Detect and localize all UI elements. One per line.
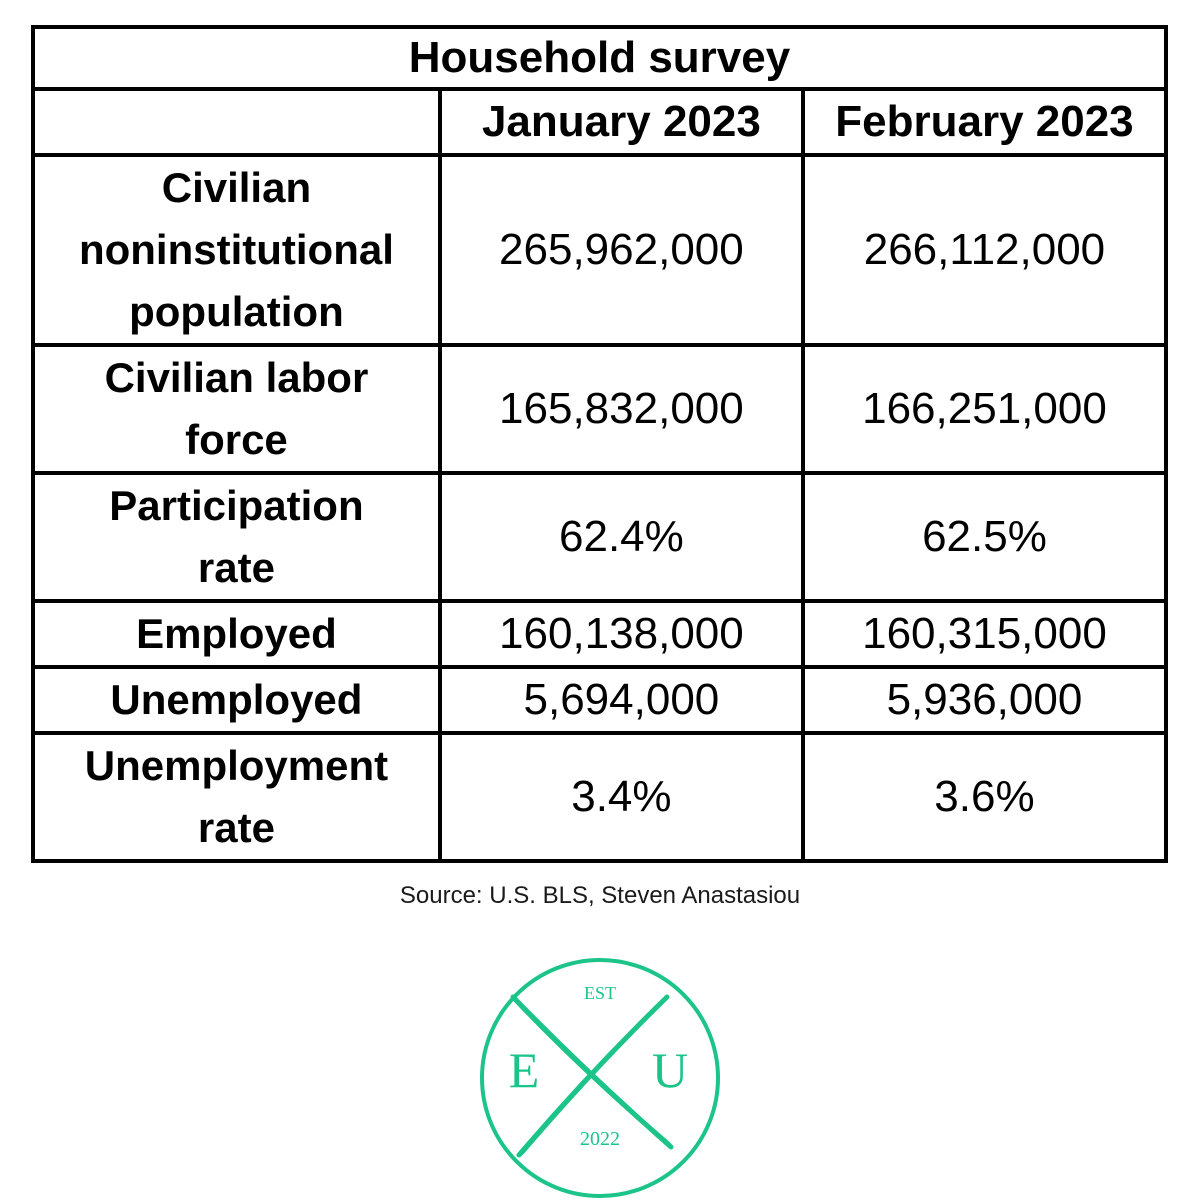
label-line: Civilian labor <box>104 354 369 401</box>
row-label-employed <box>33 601 440 667</box>
table-title: Household survey <box>33 27 1166 89</box>
label-line: rate <box>197 804 275 851</box>
value-january: 62.4% <box>440 473 803 601</box>
value-february: 62.5% <box>803 473 1166 601</box>
value-february: 266,112,000 <box>803 155 1166 345</box>
row-label-civilian-labor-force <box>33 345 440 473</box>
value-february: 5,936,000 <box>803 667 1166 733</box>
row-label-unemployment-rate <box>33 733 440 861</box>
exu-crossed-logo-icon <box>477 955 723 1201</box>
logo-letter-e: E <box>508 1042 540 1098</box>
label-line: Participation <box>109 482 364 529</box>
value-january: 265,962,000 <box>440 155 803 345</box>
label-line: noninstitutional <box>78 226 394 273</box>
table-row <box>33 733 1166 861</box>
value-january: 160,138,000 <box>440 601 803 667</box>
row-label-participation-rate <box>33 473 440 601</box>
table-row <box>33 155 1166 345</box>
label-line: Civilian <box>161 164 312 211</box>
source-caption: Source: U.S. BLS, Steven Anastasiou <box>399 882 801 909</box>
table-row <box>33 345 1166 473</box>
table-row <box>33 667 1166 733</box>
label-line: rate <box>197 544 275 591</box>
household-survey-table <box>31 25 1168 863</box>
value-january: 165,832,000 <box>440 345 803 473</box>
logo-year-text: 2022 <box>580 1128 620 1150</box>
value-february: 160,315,000 <box>803 601 1166 667</box>
value-february: 166,251,000 <box>803 345 1166 473</box>
label-line: Employed <box>136 610 337 657</box>
table-row <box>33 601 1166 667</box>
value-february: 3.6% <box>803 733 1166 861</box>
label-line: population <box>129 288 344 335</box>
row-label-civilian-noninstitutional-population <box>33 155 440 345</box>
label-line: force <box>185 416 288 463</box>
value-january: 5,694,000 <box>440 667 803 733</box>
header-january-2023: January 2023 <box>440 89 803 155</box>
logo-letter-u: U <box>651 1042 689 1098</box>
header-empty <box>33 89 440 155</box>
label-line: Unemployment <box>84 742 389 789</box>
row-label-unemployed <box>33 667 440 733</box>
label-line: Unemployed <box>110 676 363 723</box>
table-row <box>33 473 1166 601</box>
value-january: 3.4% <box>440 733 803 861</box>
logo-est-text: EST <box>583 983 617 1003</box>
header-february-2023: February 2023 <box>803 89 1166 155</box>
